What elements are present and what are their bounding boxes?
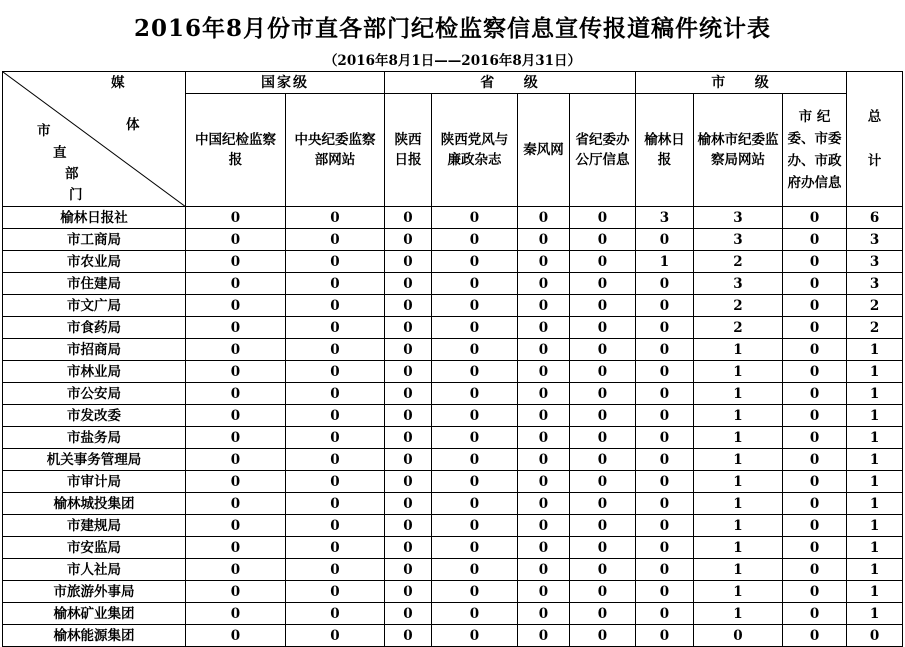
value-cell: 0 — [286, 405, 385, 427]
value-cell: 0 — [385, 603, 432, 625]
value-cell: 0 — [385, 537, 432, 559]
value-cell: 0 — [783, 471, 847, 493]
table-row — [3, 427, 903, 449]
value-cell: 0 — [518, 295, 570, 317]
value-cell: 1 — [694, 449, 783, 471]
group-national: 国家级 — [186, 72, 385, 94]
value-cell: 0 — [518, 625, 570, 647]
total-cell: 2 — [847, 317, 903, 339]
table-row — [3, 251, 903, 273]
value-cell: 1 — [694, 603, 783, 625]
value-cell: 0 — [783, 251, 847, 273]
value-cell: 0 — [783, 515, 847, 537]
value-cell: 0 — [432, 515, 518, 537]
total-cell: 3 — [847, 229, 903, 251]
value-cell: 0 — [518, 207, 570, 229]
value-cell: 0 — [518, 251, 570, 273]
total-cell: 1 — [847, 449, 903, 471]
dept-name-cell: 榆林日报社 — [3, 207, 186, 229]
total-cell: 0 — [847, 625, 903, 647]
value-cell: 0 — [186, 515, 286, 537]
value-cell: 0 — [385, 405, 432, 427]
value-cell: 0 — [783, 537, 847, 559]
value-cell: 0 — [783, 559, 847, 581]
value-cell: 0 — [432, 559, 518, 581]
col-header-1: 中国纪检监察报 — [186, 94, 286, 207]
value-cell: 0 — [518, 559, 570, 581]
value-cell: 1 — [694, 339, 783, 361]
value-cell: 1 — [694, 361, 783, 383]
table-row — [3, 383, 903, 405]
value-cell: 3 — [636, 207, 694, 229]
table-row — [3, 339, 903, 361]
value-cell: 0 — [518, 449, 570, 471]
value-cell: 0 — [570, 317, 636, 339]
value-cell: 1 — [694, 471, 783, 493]
group-province: 省 级 — [385, 72, 636, 94]
value-cell: 0 — [385, 581, 432, 603]
dept-name-cell: 榆林城投集团 — [3, 493, 186, 515]
group-total: 总 计 — [847, 72, 903, 207]
value-cell: 0 — [783, 449, 847, 471]
corner-media-char-2: 体 — [126, 117, 140, 133]
total-cell: 1 — [847, 427, 903, 449]
value-cell: 0 — [432, 449, 518, 471]
value-cell: 0 — [385, 229, 432, 251]
value-cell: 0 — [570, 493, 636, 515]
value-cell: 0 — [570, 273, 636, 295]
value-cell: 0 — [186, 317, 286, 339]
value-cell: 0 — [286, 581, 385, 603]
value-cell: 2 — [694, 317, 783, 339]
value-cell: 0 — [286, 427, 385, 449]
value-cell: 2 — [694, 295, 783, 317]
dept-name-cell: 机关事务管理局 — [3, 449, 186, 471]
value-cell: 0 — [570, 405, 636, 427]
value-cell: 1 — [694, 537, 783, 559]
value-cell: 0 — [783, 273, 847, 295]
value-cell: 0 — [385, 207, 432, 229]
value-cell: 0 — [186, 251, 286, 273]
table-row — [3, 207, 903, 229]
value-cell: 0 — [286, 273, 385, 295]
value-cell: 0 — [518, 361, 570, 383]
date-range: （2016年8月1日——2016年8月31日） — [323, 53, 582, 69]
value-cell: 0 — [286, 317, 385, 339]
value-cell: 0 — [636, 559, 694, 581]
value-cell: 0 — [783, 493, 847, 515]
value-cell: 3 — [694, 229, 783, 251]
value-cell: 0 — [186, 383, 286, 405]
dept-name-cell: 市公安局 — [3, 383, 186, 405]
value-cell: 0 — [636, 603, 694, 625]
value-cell: 0 — [186, 339, 286, 361]
value-cell: 0 — [518, 581, 570, 603]
value-cell: 0 — [385, 493, 432, 515]
corner-dept-char-2: 直 — [53, 145, 67, 161]
value-cell: 0 — [286, 339, 385, 361]
dept-name-cell: 榆林能源集团 — [3, 625, 186, 647]
value-cell: 0 — [783, 207, 847, 229]
total-cell: 1 — [847, 383, 903, 405]
value-cell: 0 — [286, 207, 385, 229]
dept-name-cell: 市住建局 — [3, 273, 186, 295]
table-row — [3, 515, 903, 537]
value-cell: 0 — [432, 581, 518, 603]
value-cell: 1 — [636, 251, 694, 273]
value-cell: 0 — [186, 295, 286, 317]
value-cell: 0 — [432, 383, 518, 405]
value-cell: 0 — [570, 515, 636, 537]
col-header-8: 榆林市纪委监察局网站 — [694, 94, 783, 207]
value-cell: 0 — [186, 581, 286, 603]
value-cell: 0 — [518, 317, 570, 339]
total-cell: 1 — [847, 339, 903, 361]
value-cell: 0 — [286, 515, 385, 537]
value-cell: 0 — [186, 273, 286, 295]
dept-name-cell: 市发改委 — [3, 405, 186, 427]
value-cell: 0 — [783, 383, 847, 405]
table-row — [3, 493, 903, 515]
value-cell: 0 — [385, 339, 432, 361]
value-cell: 0 — [186, 625, 286, 647]
dept-name-cell: 市安监局 — [3, 537, 186, 559]
value-cell: 0 — [385, 295, 432, 317]
value-cell: 0 — [186, 207, 286, 229]
table-row — [3, 559, 903, 581]
value-cell: 0 — [570, 339, 636, 361]
value-cell: 1 — [694, 493, 783, 515]
value-cell: 0 — [636, 581, 694, 603]
value-cell: 0 — [432, 625, 518, 647]
value-cell: 0 — [432, 493, 518, 515]
value-cell: 2 — [694, 251, 783, 273]
col-header-6: 省纪委办公厅信息 — [570, 94, 636, 207]
total-cell: 1 — [847, 405, 903, 427]
value-cell: 0 — [186, 427, 286, 449]
value-cell: 0 — [518, 471, 570, 493]
total-cell: 2 — [847, 295, 903, 317]
value-cell: 0 — [636, 537, 694, 559]
total-cell: 3 — [847, 273, 903, 295]
value-cell: 0 — [636, 361, 694, 383]
value-cell: 0 — [636, 449, 694, 471]
corner-dept-char-3: 部 — [65, 166, 79, 182]
table-row — [3, 537, 903, 559]
corner-media-char-1: 媒 — [111, 75, 125, 91]
value-cell: 0 — [286, 361, 385, 383]
dept-name-cell: 市林业局 — [3, 361, 186, 383]
value-cell: 0 — [432, 317, 518, 339]
value-cell: 0 — [432, 229, 518, 251]
table-row — [3, 295, 903, 317]
table-row — [3, 361, 903, 383]
value-cell: 1 — [694, 581, 783, 603]
value-cell: 0 — [518, 493, 570, 515]
dept-name-cell: 市文广局 — [3, 295, 186, 317]
value-cell: 0 — [518, 603, 570, 625]
value-cell: 0 — [518, 515, 570, 537]
value-cell: 0 — [636, 493, 694, 515]
dept-name-cell: 市审计局 — [3, 471, 186, 493]
dept-name-cell: 市食药局 — [3, 317, 186, 339]
value-cell: 0 — [570, 449, 636, 471]
total-cell: 1 — [847, 537, 903, 559]
value-cell: 0 — [385, 515, 432, 537]
value-cell: 0 — [570, 471, 636, 493]
value-cell: 0 — [570, 581, 636, 603]
dept-name-cell: 榆林矿业集团 — [3, 603, 186, 625]
value-cell: 0 — [286, 603, 385, 625]
value-cell: 0 — [286, 383, 385, 405]
value-cell: 0 — [186, 449, 286, 471]
value-cell: 0 — [783, 427, 847, 449]
value-cell: 0 — [783, 317, 847, 339]
value-cell: 3 — [694, 207, 783, 229]
total-cell: 1 — [847, 515, 903, 537]
value-cell: 1 — [694, 405, 783, 427]
value-cell: 0 — [286, 471, 385, 493]
value-cell: 0 — [636, 625, 694, 647]
value-cell: 0 — [570, 251, 636, 273]
col-header-5: 秦风网 — [518, 94, 570, 207]
value-cell: 0 — [636, 405, 694, 427]
value-cell: 0 — [570, 229, 636, 251]
table-row — [3, 405, 903, 427]
value-cell: 0 — [186, 405, 286, 427]
table-row — [3, 317, 903, 339]
value-cell: 0 — [186, 603, 286, 625]
col-header-9: 市 纪委、市委办、市政府办信息 — [783, 94, 847, 207]
value-cell: 0 — [385, 273, 432, 295]
total-cell: 1 — [847, 581, 903, 603]
total-cell: 1 — [847, 603, 903, 625]
value-cell: 0 — [186, 493, 286, 515]
value-cell: 0 — [636, 471, 694, 493]
value-cell: 1 — [694, 515, 783, 537]
value-cell: 0 — [286, 493, 385, 515]
value-cell: 0 — [636, 515, 694, 537]
value-cell: 0 — [432, 361, 518, 383]
value-cell: 0 — [432, 295, 518, 317]
value-cell: 0 — [636, 229, 694, 251]
corner-dept-char-4: 门 — [69, 187, 83, 203]
value-cell: 0 — [636, 383, 694, 405]
total-cell: 1 — [847, 559, 903, 581]
value-cell: 0 — [186, 471, 286, 493]
col-header-7: 榆林日报 — [636, 94, 694, 207]
value-cell: 0 — [783, 625, 847, 647]
col-header-3: 陕西日报 — [385, 94, 432, 207]
value-cell: 0 — [186, 229, 286, 251]
value-cell: 0 — [432, 405, 518, 427]
value-cell: 0 — [385, 559, 432, 581]
value-cell: 0 — [385, 383, 432, 405]
dept-name-cell: 市盐务局 — [3, 427, 186, 449]
value-cell: 0 — [286, 229, 385, 251]
value-cell: 0 — [636, 427, 694, 449]
dept-name-cell: 市旅游外事局 — [3, 581, 186, 603]
statistics-table — [2, 71, 903, 647]
value-cell: 3 — [694, 273, 783, 295]
value-cell: 0 — [783, 603, 847, 625]
value-cell: 0 — [385, 251, 432, 273]
value-cell: 0 — [636, 273, 694, 295]
value-cell: 0 — [518, 537, 570, 559]
value-cell: 0 — [518, 405, 570, 427]
value-cell: 0 — [385, 449, 432, 471]
corner-dept-char-1: 市 — [37, 123, 51, 139]
table-row — [3, 449, 903, 471]
col-header-2: 中央纪委监察部网站 — [286, 94, 385, 207]
dept-name-cell: 市建规局 — [3, 515, 186, 537]
value-cell: 0 — [570, 625, 636, 647]
value-cell: 0 — [570, 537, 636, 559]
value-cell: 0 — [518, 427, 570, 449]
value-cell: 0 — [636, 339, 694, 361]
total-cell: 6 — [847, 207, 903, 229]
value-cell: 0 — [385, 427, 432, 449]
value-cell: 0 — [570, 603, 636, 625]
value-cell: 0 — [518, 229, 570, 251]
value-cell: 0 — [570, 383, 636, 405]
value-cell: 0 — [783, 581, 847, 603]
value-cell: 0 — [286, 625, 385, 647]
table-row — [3, 229, 903, 251]
value-cell: 0 — [186, 559, 286, 581]
total-cell: 1 — [847, 493, 903, 515]
group-city: 市 级 — [636, 72, 847, 94]
table-row — [3, 273, 903, 295]
total-cell: 1 — [847, 471, 903, 493]
value-cell: 0 — [432, 471, 518, 493]
table-body — [3, 207, 903, 647]
value-cell: 0 — [385, 317, 432, 339]
value-cell: 0 — [186, 537, 286, 559]
value-cell: 0 — [286, 537, 385, 559]
value-cell: 0 — [432, 603, 518, 625]
value-cell: 0 — [783, 405, 847, 427]
value-cell: 1 — [694, 383, 783, 405]
value-cell: 0 — [783, 295, 847, 317]
page-title: 2016年8月份市直各部门纪检监察信息宣传报道稿件统计表 — [133, 15, 772, 42]
table-row — [3, 603, 903, 625]
dept-name-cell: 市农业局 — [3, 251, 186, 273]
value-cell: 0 — [570, 361, 636, 383]
value-cell: 0 — [694, 625, 783, 647]
col-header-4: 陕西党风与廉政杂志 — [432, 94, 518, 207]
value-cell: 0 — [186, 361, 286, 383]
value-cell: 0 — [385, 471, 432, 493]
dept-name-cell: 市招商局 — [3, 339, 186, 361]
total-cell: 1 — [847, 361, 903, 383]
value-cell: 0 — [432, 273, 518, 295]
value-cell: 0 — [286, 449, 385, 471]
value-cell: 0 — [518, 339, 570, 361]
value-cell: 0 — [385, 361, 432, 383]
corner-header — [3, 72, 186, 207]
value-cell: 0 — [636, 295, 694, 317]
value-cell: 0 — [385, 625, 432, 647]
value-cell: 0 — [570, 427, 636, 449]
value-cell: 0 — [783, 339, 847, 361]
value-cell: 0 — [286, 295, 385, 317]
dept-name-cell: 市工商局 — [3, 229, 186, 251]
table-row — [3, 471, 903, 493]
value-cell: 0 — [518, 383, 570, 405]
value-cell: 0 — [518, 273, 570, 295]
value-cell: 0 — [570, 559, 636, 581]
table-row — [3, 625, 903, 647]
value-cell: 0 — [432, 427, 518, 449]
value-cell: 0 — [636, 317, 694, 339]
value-cell: 0 — [432, 537, 518, 559]
dept-name-cell: 市人社局 — [3, 559, 186, 581]
value-cell: 0 — [570, 295, 636, 317]
value-cell: 0 — [783, 361, 847, 383]
value-cell: 1 — [694, 559, 783, 581]
value-cell: 0 — [286, 251, 385, 273]
value-cell: 0 — [432, 339, 518, 361]
value-cell: 1 — [694, 427, 783, 449]
value-cell: 0 — [432, 207, 518, 229]
diagonal-line — [3, 72, 186, 207]
value-cell: 0 — [286, 559, 385, 581]
value-cell: 0 — [783, 229, 847, 251]
total-cell: 3 — [847, 251, 903, 273]
value-cell: 0 — [570, 207, 636, 229]
value-cell: 0 — [432, 251, 518, 273]
table-row — [3, 581, 903, 603]
